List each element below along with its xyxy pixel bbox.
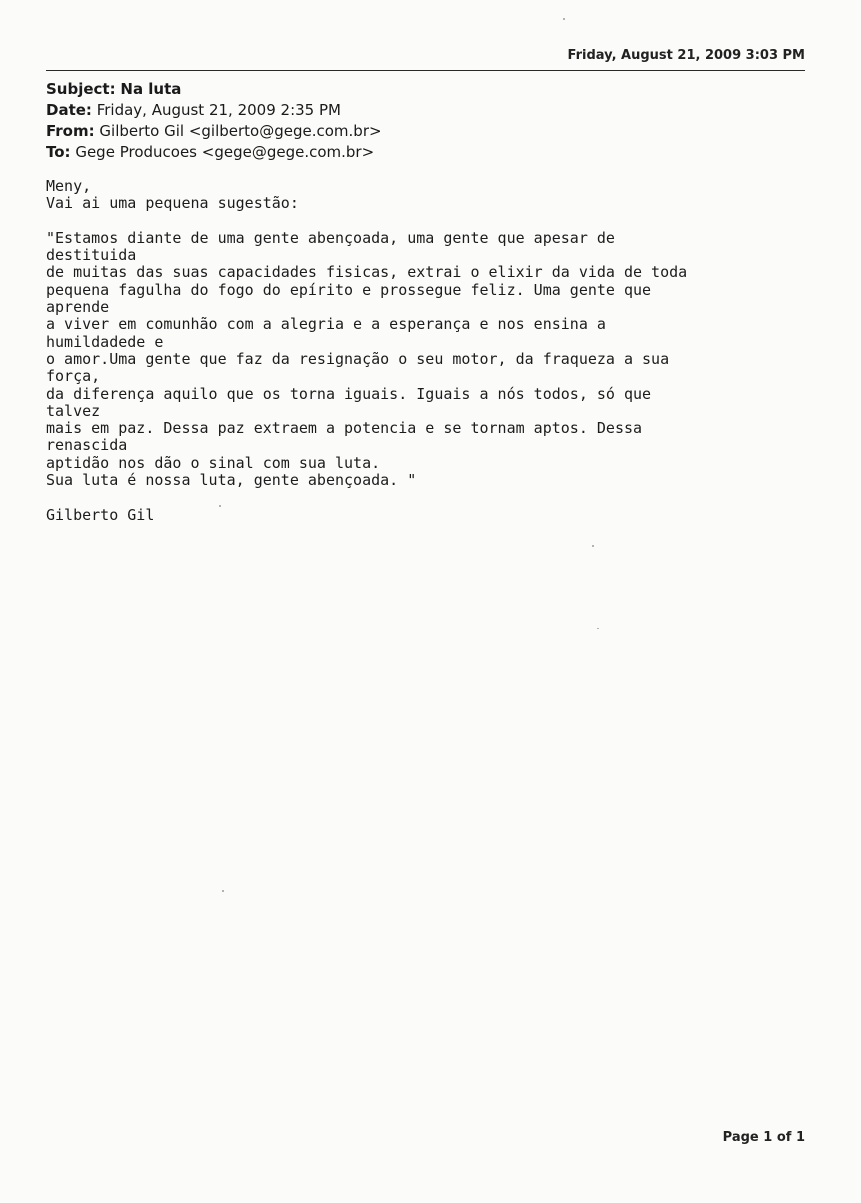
scan-speck bbox=[592, 545, 594, 547]
signature: Gilberto Gil bbox=[46, 505, 155, 524]
to-value: Gege Producoes <gege@gege.com.br> bbox=[75, 143, 375, 161]
header-divider bbox=[46, 70, 805, 71]
body-line: pequena fagulha do fogo do epírito e prossegue feliz. Uma gente que bbox=[46, 280, 652, 299]
date-label: Date: bbox=[46, 101, 92, 119]
from-label: From: bbox=[46, 122, 95, 140]
body-line: "Estamos diante de uma gente abençoada, uma gente que apesar de bbox=[46, 228, 615, 247]
body-line: da diferença aquilo que os torna iguais. Iguais a nós todos, só que bbox=[46, 384, 652, 403]
body-line: aptidão nos dão o sinal com sua luta. bbox=[46, 453, 381, 472]
intro-line: Vai ai uma pequena sugestão: bbox=[46, 194, 299, 213]
body-line: Sua luta é nossa luta, gente abençoada. " bbox=[46, 471, 417, 490]
body-line: talvez bbox=[46, 401, 101, 420]
page-number: Page 1 of 1 bbox=[722, 1130, 805, 1145]
print-timestamp: Friday, August 21, 2009 3:03 PM bbox=[567, 48, 805, 63]
body-line: força, bbox=[46, 367, 101, 386]
scan-speck bbox=[597, 628, 599, 629]
blank-line bbox=[46, 489, 816, 506]
subject-row bbox=[46, 79, 382, 100]
to-label: To: bbox=[46, 143, 71, 161]
date-value: Friday, August 21, 2009 2:35 PM bbox=[96, 101, 341, 119]
scan-speck bbox=[222, 890, 224, 892]
blank-line bbox=[46, 213, 816, 230]
body-line: renascida bbox=[46, 436, 128, 455]
to-row bbox=[46, 142, 382, 163]
greeting: Meny, bbox=[46, 177, 92, 195]
body-line: aprende bbox=[46, 298, 110, 317]
email-body bbox=[46, 178, 816, 524]
body-line: a viver em comunhão com a alegria e a esperança e nos ensina a bbox=[46, 315, 606, 334]
body-line: destituida bbox=[46, 246, 137, 265]
date-row bbox=[46, 100, 382, 121]
from-value: Gilberto Gil <gilberto@gege.com.br> bbox=[99, 122, 382, 140]
from-row bbox=[46, 121, 382, 142]
body-line: de muitas das suas capacidades fisicas, extrai o elixir da vida de toda bbox=[46, 263, 688, 282]
body-line: mais em paz. Dessa paz extraem a potencia e se tornam aptos. Dessa bbox=[46, 419, 643, 438]
scan-speck bbox=[219, 505, 221, 507]
subject-value: Na luta bbox=[120, 80, 182, 98]
email-headers bbox=[46, 79, 382, 163]
scan-speck bbox=[563, 18, 565, 20]
subject-label: Subject: bbox=[46, 80, 116, 98]
body-line: o amor.Uma gente que faz da resignação o seu motor, da fraqueza a sua bbox=[46, 349, 670, 368]
body-line: humildadede e bbox=[46, 332, 164, 351]
